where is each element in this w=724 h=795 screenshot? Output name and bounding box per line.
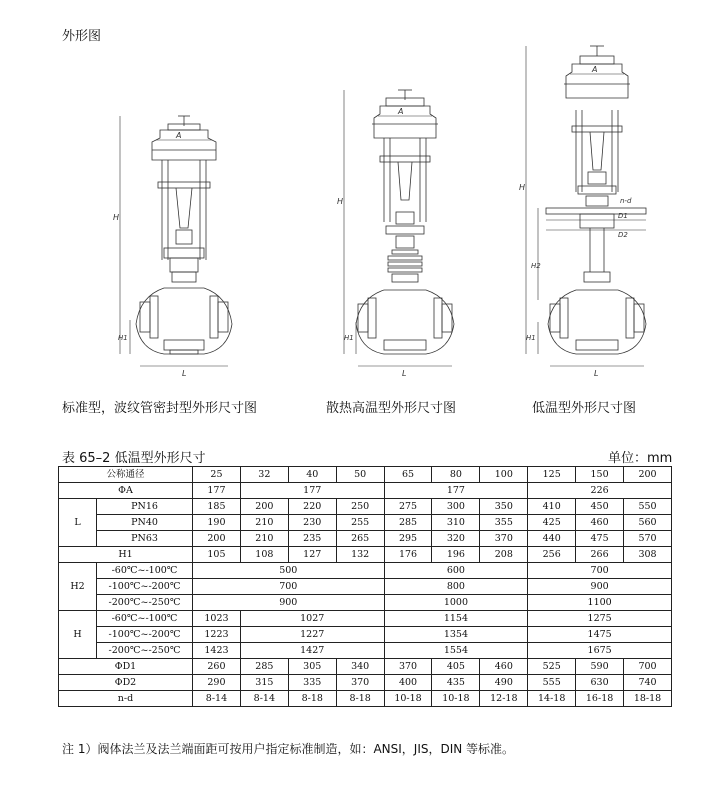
unit-label: 单位：mm (608, 451, 673, 466)
table-cell: 1423 (193, 643, 241, 659)
row-sub-label: -100℃~-200℃ (97, 627, 193, 643)
footnote: 注 1）阀体法兰及法兰端面距可按用户指定标准制造，如：ANSI，JIS，DIN 等标准。 (62, 742, 515, 756)
table-cell: 500 (193, 563, 385, 579)
table-cell: 450 (576, 499, 624, 515)
dim-label-h: H (113, 213, 120, 222)
table-cell: 132 (336, 547, 384, 563)
table-cell: 266 (576, 547, 624, 563)
table-cell: 550 (624, 499, 672, 515)
high-temp-valve-drawing (344, 90, 454, 366)
dim-label-h1-3: H1 (526, 334, 536, 342)
dim-label-h2: H2 (531, 262, 541, 270)
table-cell: 440 (528, 531, 576, 547)
table-cell: 305 (288, 659, 336, 675)
table-cell: 370 (480, 531, 528, 547)
table-cell: 1000 (384, 595, 528, 611)
table-cell: 525 (528, 659, 576, 675)
table-cell: 1354 (384, 627, 528, 643)
row-sub-label: -60℃~-100℃ (97, 611, 193, 627)
table-cell: 1154 (384, 611, 528, 627)
row-group-label: H (59, 611, 97, 659)
table-cell: 800 (384, 579, 528, 595)
table-cell: 200 (193, 531, 241, 547)
table-cell: 16-18 (576, 691, 624, 707)
dim-label-l-3: L (594, 369, 599, 378)
table-cell: 250 (336, 499, 384, 515)
caption-low-temp-type: 低温型外形尺寸图 (532, 401, 637, 416)
dim-label-d1: D1 (618, 212, 628, 220)
table-cell: 285 (384, 515, 432, 531)
table-cell: 1223 (193, 627, 241, 643)
table-title: 表 65–2 低温型外形尺寸 (62, 451, 206, 466)
table-cell: 700 (624, 659, 672, 675)
row-group-label: H2 (59, 563, 97, 611)
dn-cell: 25 (193, 467, 241, 483)
row-label: ΦA (59, 483, 193, 499)
table-cell: 370 (336, 675, 384, 691)
table-row (59, 611, 672, 627)
dn-cell: 65 (384, 467, 432, 483)
dim-label-a-2: A (398, 107, 404, 116)
caption-standard-type: 标准型，波纹管密封型外形尺寸图 (62, 401, 258, 416)
row-group-label: L (59, 499, 97, 547)
dim-label-a: A (176, 131, 182, 140)
table-cell: 8-18 (288, 691, 336, 707)
table-cell: 235 (288, 531, 336, 547)
table-cell: 256 (528, 547, 576, 563)
table-cell: 12-18 (480, 691, 528, 707)
table-cell: 335 (288, 675, 336, 691)
table-cell: 570 (624, 531, 672, 547)
table-cell: 185 (193, 499, 241, 515)
dn-cell: 125 (528, 467, 576, 483)
table-cell: 1027 (240, 611, 384, 627)
dn-cell: 150 (576, 467, 624, 483)
table-cell: 295 (384, 531, 432, 547)
standard-valve-drawing (120, 116, 232, 366)
table-cell: 600 (384, 563, 528, 579)
header-label: 公称通径 (59, 467, 193, 483)
table-row (59, 691, 672, 707)
table-cell: 1023 (193, 611, 241, 627)
page-heading: 外形图 (62, 29, 102, 44)
row-sub-label: -200℃~-250℃ (97, 643, 193, 659)
dn-cell: 32 (240, 467, 288, 483)
table-cell: 230 (288, 515, 336, 531)
table-row (59, 579, 672, 595)
table-cell: 108 (240, 547, 288, 563)
dimension-table (58, 466, 672, 707)
table-cell: 220 (288, 499, 336, 515)
table-cell: 475 (576, 531, 624, 547)
dim-label-a-3: A (592, 65, 598, 74)
table-cell: 14-18 (528, 691, 576, 707)
dn-cell: 200 (624, 467, 672, 483)
row-sub-label: PN16 (97, 499, 193, 515)
table-cell: 210 (240, 515, 288, 531)
dim-label-h1-2: H1 (344, 334, 354, 342)
row-label: H1 (59, 547, 193, 563)
table-cell: 1675 (528, 643, 672, 659)
table-cell: 8-14 (193, 691, 241, 707)
table-cell: 10-18 (384, 691, 432, 707)
table-cell: 410 (528, 499, 576, 515)
row-label: n-d (59, 691, 193, 707)
low-temp-valve-drawing (526, 46, 646, 366)
table-cell: 350 (480, 499, 528, 515)
table-cell: 190 (193, 515, 241, 531)
table-cell: 196 (432, 547, 480, 563)
dim-label-h-2: H (337, 197, 344, 206)
table-cell: 700 (528, 563, 672, 579)
table-cell: 460 (480, 659, 528, 675)
dim-label-h-3: H (519, 183, 526, 192)
dn-cell: 40 (288, 467, 336, 483)
row-label: ΦD2 (59, 675, 193, 691)
table-cell: 1275 (528, 611, 672, 627)
table-cell: 308 (624, 547, 672, 563)
table-row (59, 531, 672, 547)
table-cell: 740 (624, 675, 672, 691)
row-label: ΦD1 (59, 659, 193, 675)
table-cell: 315 (240, 675, 288, 691)
dim-label-l: L (182, 369, 187, 378)
row-sub-label: -200℃~-250℃ (97, 595, 193, 611)
table-cell: 8-14 (240, 691, 288, 707)
table-cell: 226 (528, 483, 672, 499)
table-cell: 900 (528, 579, 672, 595)
table-row (59, 627, 672, 643)
row-sub-label: -60℃~-100℃ (97, 563, 193, 579)
dim-label-h1: H1 (118, 334, 128, 342)
table-row (59, 547, 672, 563)
table-row (59, 563, 672, 579)
row-sub-label: PN63 (97, 531, 193, 547)
table-cell: 1427 (240, 643, 384, 659)
table-cell: 700 (193, 579, 385, 595)
caption-high-temp-type: 散热高温型外形尺寸图 (326, 401, 457, 416)
table-cell: 260 (193, 659, 241, 675)
table-row (59, 499, 672, 515)
table-cell: 300 (432, 499, 480, 515)
table-cell: 490 (480, 675, 528, 691)
table-cell: 18-18 (624, 691, 672, 707)
table-cell: 555 (528, 675, 576, 691)
dn-cell: 50 (336, 467, 384, 483)
table-cell: 177 (193, 483, 241, 499)
table-cell: 127 (288, 547, 336, 563)
table-cell: 630 (576, 675, 624, 691)
table-cell: 255 (336, 515, 384, 531)
table-cell: 265 (336, 531, 384, 547)
row-sub-label: -100℃~-200℃ (97, 579, 193, 595)
table-cell: 590 (576, 659, 624, 675)
table-row (59, 515, 672, 531)
table-cell: 200 (240, 499, 288, 515)
table-cell: 1100 (528, 595, 672, 611)
table-cell: 1554 (384, 643, 528, 659)
table-cell: 177 (240, 483, 384, 499)
table-row (59, 659, 672, 675)
dim-label-nd: n-d (620, 197, 632, 205)
table-cell: 340 (336, 659, 384, 675)
table-cell: 177 (384, 483, 528, 499)
dim-label-l-2: L (402, 369, 407, 378)
table-row (59, 595, 672, 611)
table-cell: 105 (193, 547, 241, 563)
dn-cell: 100 (480, 467, 528, 483)
table-cell: 275 (384, 499, 432, 515)
table-cell: 320 (432, 531, 480, 547)
table-cell: 405 (432, 659, 480, 675)
table-cell: 400 (384, 675, 432, 691)
table-cell: 176 (384, 547, 432, 563)
table-cell: 310 (432, 515, 480, 531)
dim-label-d2: D2 (618, 231, 628, 239)
table-cell: 560 (624, 515, 672, 531)
table-cell: 370 (384, 659, 432, 675)
table-cell: 355 (480, 515, 528, 531)
table-cell: 1227 (240, 627, 384, 643)
table-cell: 8-18 (336, 691, 384, 707)
table-cell: 460 (576, 515, 624, 531)
table-cell: 10-18 (432, 691, 480, 707)
table-cell: 425 (528, 515, 576, 531)
table-cell: 210 (240, 531, 288, 547)
table-row (59, 675, 672, 691)
dn-cell: 80 (432, 467, 480, 483)
table-cell: 290 (193, 675, 241, 691)
table-cell: 1475 (528, 627, 672, 643)
table-row (59, 643, 672, 659)
valve-drawings (0, 40, 724, 420)
table-row (59, 467, 672, 483)
table-cell: 900 (193, 595, 385, 611)
table-cell: 285 (240, 659, 288, 675)
table-row (59, 483, 672, 499)
table-cell: 208 (480, 547, 528, 563)
row-sub-label: PN40 (97, 515, 193, 531)
table-cell: 435 (432, 675, 480, 691)
